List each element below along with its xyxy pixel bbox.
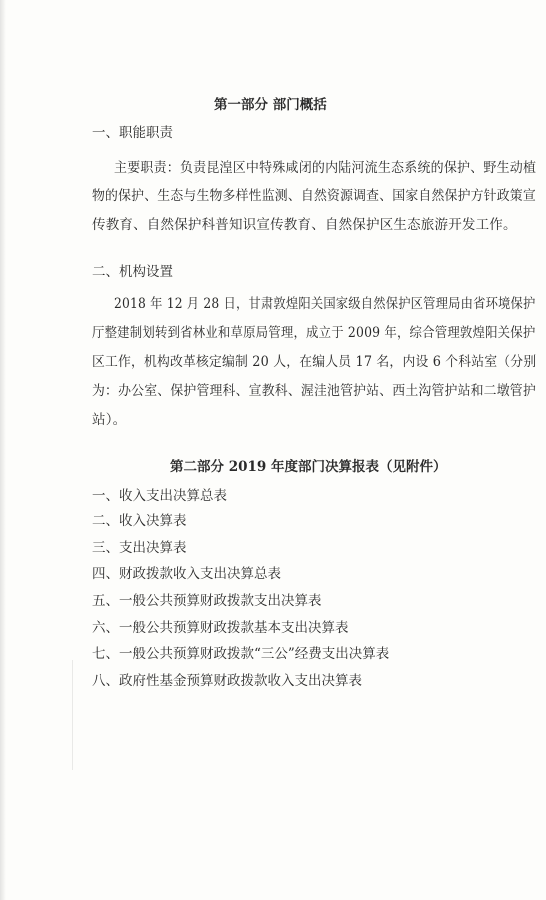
scan-edge-shadow bbox=[0, 0, 6, 900]
section1-heading: 一、职能职责 bbox=[92, 125, 173, 141]
section1-line-3: 传教育、自然保护科普知识宣传教育、自然保护区生态旅游开发工作。 bbox=[92, 217, 517, 233]
report-list-item: 一、收入支出决算总表 bbox=[92, 488, 227, 504]
section1-line-1: 主要职责：负责昆湟区中特殊咸闭的内陆河流生态系统的保护、野生动植 bbox=[114, 160, 537, 176]
report-list-item: 八、政府性基金预算财政拨款收入支出决算表 bbox=[92, 673, 362, 689]
part1-title: 第一部分 部门概括 bbox=[214, 97, 327, 113]
section2-line-2: 厅整建制划转到省林业和草原局管理，成立于 2009 年，综合管理敦煌阳关保护 bbox=[92, 325, 536, 341]
report-list-item: 二、收入决算表 bbox=[92, 513, 187, 529]
section2-line-4: 为：办公室、保护管理科、宣教科、渥洼池管护站、西土沟管护站和二墩管护 bbox=[92, 383, 536, 399]
part2-title: 第二部分 2019 年度部门决算报表（见附件） bbox=[170, 459, 447, 475]
section2-heading: 二、机构设置 bbox=[92, 264, 173, 280]
report-list-item: 四、财政拨款收入支出决算总表 bbox=[92, 566, 281, 582]
report-list-item: 六、一般公共预算财政拨款基本支出决算表 bbox=[92, 620, 349, 636]
section2-line-3: 区工作，机构改革核定编制 20 人，在编人员 17 名，内设 6 个科站室（分别 bbox=[92, 354, 537, 370]
section2-line-1: 2018 年 12 月 28 日，甘肃敦煌阳关国家级自然保护区管理局由省环境保护 bbox=[114, 296, 536, 312]
report-list-item: 三、支出决算表 bbox=[92, 540, 187, 556]
section2-line-5: 站）。 bbox=[92, 412, 127, 428]
report-list-item: 五、一般公共预算财政拨款支出决算表 bbox=[92, 593, 322, 609]
scan-margin-mark bbox=[72, 660, 73, 770]
report-list-item: 七、一般公共预算财政拨款“三公”经费支出决算表 bbox=[92, 646, 390, 662]
section1-line-2: 物的保护、生态与生物多样性监测、自然资源调查、国家自然保护方针政策宣 bbox=[92, 188, 536, 204]
